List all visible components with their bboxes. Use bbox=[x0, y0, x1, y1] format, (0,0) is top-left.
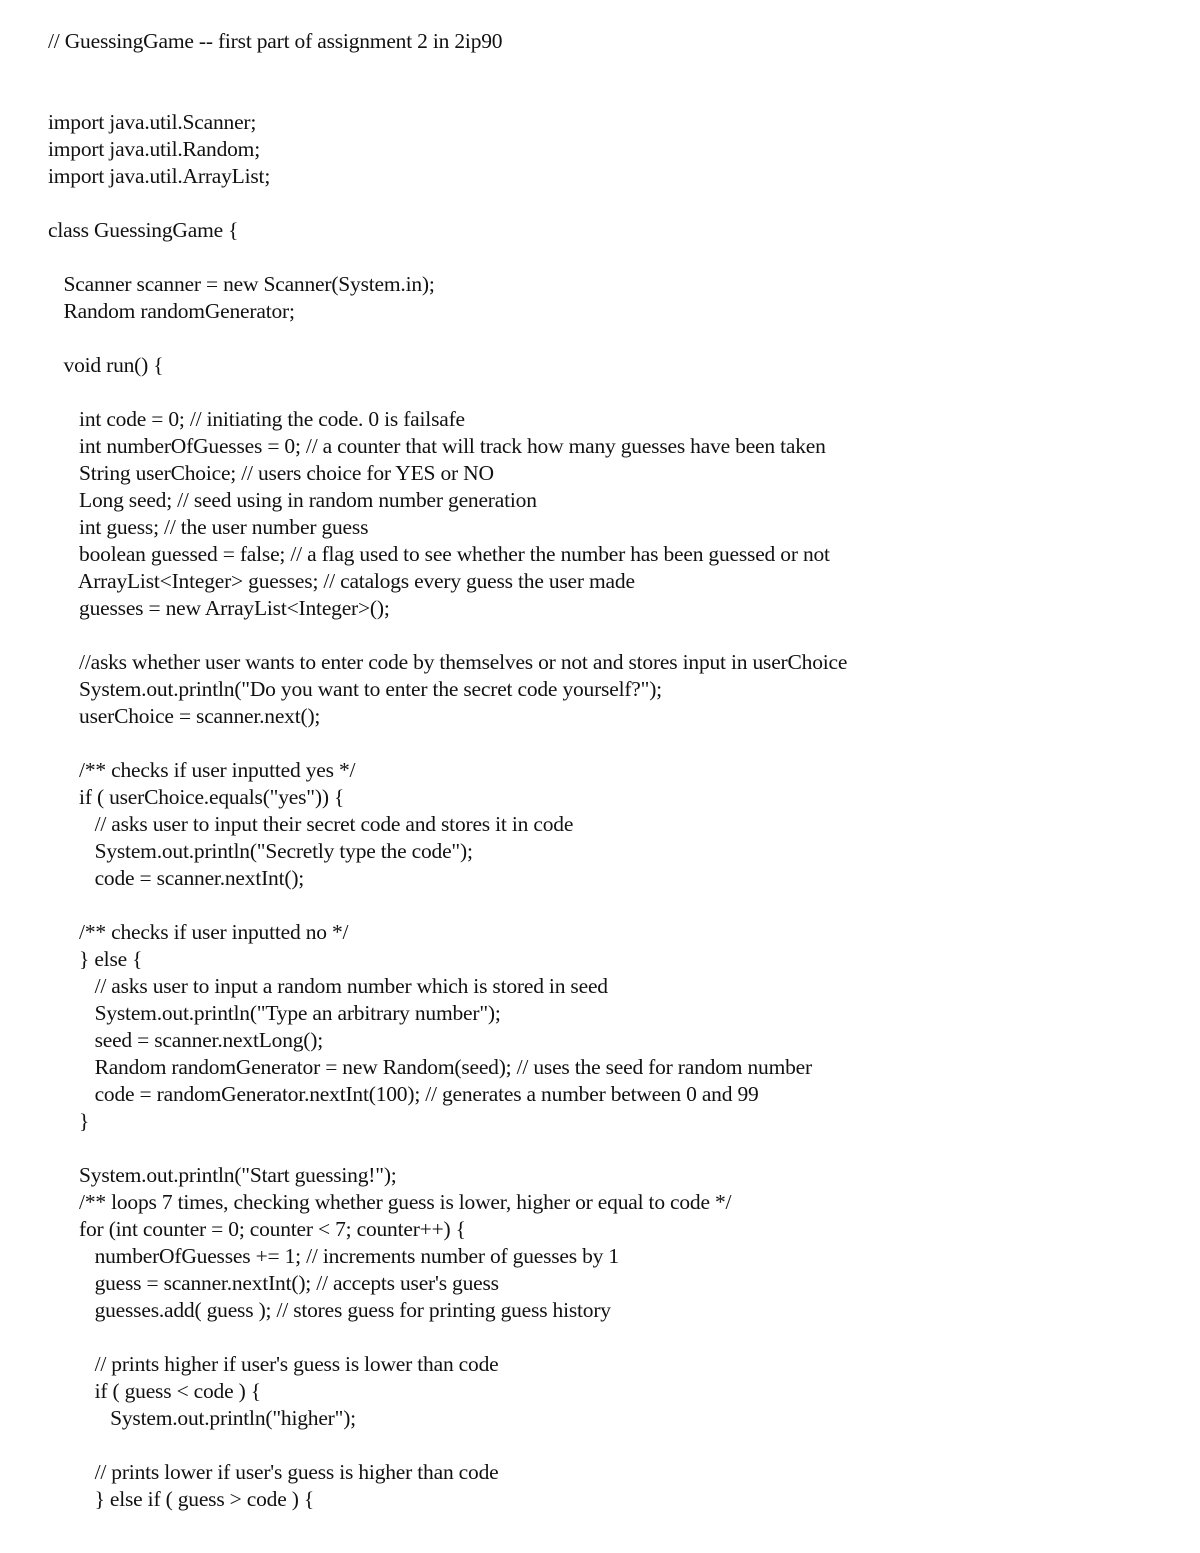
code-line: if ( guess < code ) { bbox=[48, 1379, 261, 1403]
code-line: for (int counter = 0; counter < 7; counter++) { bbox=[48, 1217, 466, 1241]
code-line: class GuessingGame { bbox=[48, 218, 239, 242]
code-line: } bbox=[48, 1109, 90, 1133]
code-line: System.out.println("Do you want to enter the secret code yourself?"); bbox=[48, 677, 662, 701]
code-line: System.out.println("Type an arbitrary number"); bbox=[48, 1001, 501, 1025]
code-line: // prints higher if user's guess is lower than code bbox=[48, 1352, 499, 1376]
code-line: int code = 0; // initiating the code. 0 is failsafe bbox=[48, 407, 465, 431]
code-line: int guess; // the user number guess bbox=[48, 515, 369, 539]
code-line: import java.util.Random; bbox=[48, 137, 260, 161]
code-line: guesses = new ArrayList<Integer>(); bbox=[48, 596, 390, 620]
code-line: Scanner scanner = new Scanner(System.in); bbox=[48, 272, 435, 296]
code-line: code = randomGenerator.nextInt(100); // generates a number between 0 and 99 bbox=[48, 1082, 759, 1106]
code-line: guess = scanner.nextInt(); // accepts user's guess bbox=[48, 1271, 499, 1295]
code-line: guesses.add( guess ); // stores guess for printing guess history bbox=[48, 1298, 611, 1322]
code-line: /** checks if user inputted yes */ bbox=[48, 758, 356, 782]
code-line: code = scanner.nextInt(); bbox=[48, 866, 305, 890]
code-line: // asks user to input a random number which is stored in seed bbox=[48, 974, 608, 998]
code-line: } else if ( guess > code ) { bbox=[48, 1487, 314, 1511]
code-line: import java.util.Scanner; bbox=[48, 110, 257, 134]
code-line: seed = scanner.nextLong(); bbox=[48, 1028, 323, 1052]
code-line: Random randomGenerator; bbox=[48, 299, 295, 323]
code-line: System.out.println("Start guessing!"); bbox=[48, 1163, 397, 1187]
code-line: void run() { bbox=[48, 353, 164, 377]
code-line: //asks whether user wants to enter code by themselves or not and stores input in userChoice bbox=[48, 650, 848, 674]
code-line: userChoice = scanner.next(); bbox=[48, 704, 321, 728]
code-line: Random randomGenerator = new Random(seed); // uses the seed for random number bbox=[48, 1055, 812, 1079]
code-line: System.out.println("higher"); bbox=[48, 1406, 356, 1430]
code-line: if ( userChoice.equals("yes")) { bbox=[48, 785, 345, 809]
code-line: /** loops 7 times, checking whether guess is lower, higher or equal to code */ bbox=[48, 1190, 732, 1214]
code-line: // GuessingGame -- first part of assignment 2 in 2ip90 bbox=[48, 29, 503, 53]
code-line: // asks user to input their secret code and stores it in code bbox=[48, 812, 574, 836]
code-line: System.out.println("Secretly type the code"); bbox=[48, 839, 473, 863]
code-line: ArrayList<Integer> guesses; // catalogs every guess the user made bbox=[48, 569, 635, 593]
code-line: /** checks if user inputted no */ bbox=[48, 920, 349, 944]
code-line: Long seed; // seed using in random number generation bbox=[48, 488, 537, 512]
code-line: boolean guessed = false; // a flag used to see whether the number has been guessed or not bbox=[48, 542, 830, 566]
code-line: numberOfGuesses += 1; // increments number of guesses by 1 bbox=[48, 1244, 619, 1268]
code-line: // prints lower if user's guess is higher than code bbox=[48, 1460, 499, 1484]
code-line: int numberOfGuesses = 0; // a counter that will track how many guesses have been taken bbox=[48, 434, 826, 458]
code-line: import java.util.ArrayList; bbox=[48, 164, 271, 188]
code-line: } else { bbox=[48, 947, 143, 971]
code-line: String userChoice; // users choice for YES or NO bbox=[48, 461, 494, 485]
